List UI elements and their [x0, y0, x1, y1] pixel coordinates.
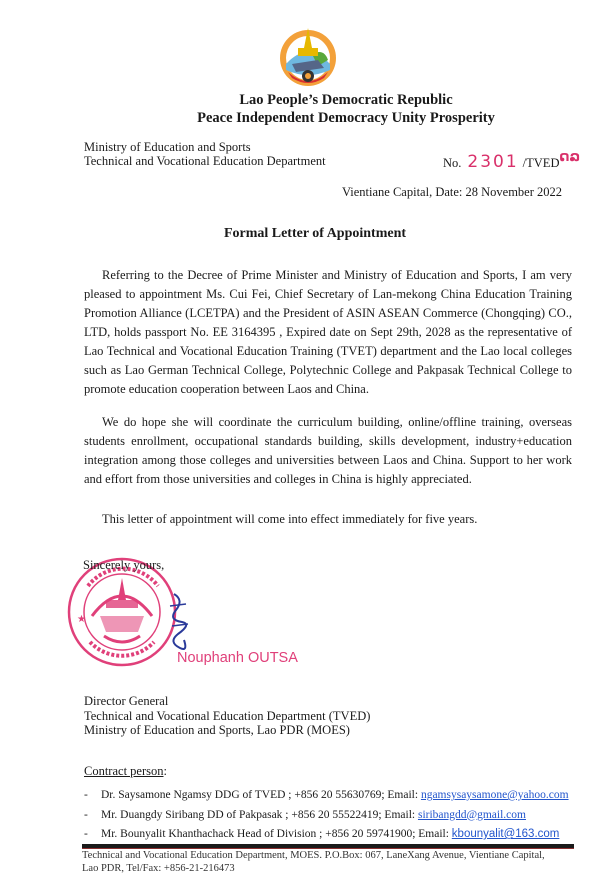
sender-department: Technical and Vocational Education Department	[84, 154, 326, 168]
bullet: -	[84, 808, 88, 821]
handwritten-signature-icon	[160, 590, 200, 654]
signer-title-line: Ministry of Education and Sports, Lao PDR (MOES)	[84, 723, 350, 737]
contact-list	[84, 786, 569, 845]
reference-prefix: No.	[443, 156, 462, 170]
email-link[interactable]: kbounyalit@163.com	[451, 828, 560, 840]
contact-label: Contract person	[84, 764, 164, 778]
handwritten-mark: ດລ	[559, 149, 581, 165]
footer-address	[82, 849, 582, 875]
footer-line: Technical and Vocational Education Department, MOES. P.O.Box: 067, LaneXang Avenue, Vientiane Capital,	[82, 850, 545, 861]
list-item	[84, 786, 569, 806]
signer-title-line: Director General	[84, 694, 169, 708]
list-item	[84, 825, 569, 845]
contact-heading	[84, 764, 167, 779]
bullet: -	[84, 828, 88, 840]
country-name: Lao People’s Democratic Republic	[239, 92, 453, 108]
contact-details: Mr. Duangdy Siribang DD of Pakpasak ; +856 20 55522419; Email:	[101, 808, 418, 821]
closing: Sincerely yours,	[83, 558, 165, 572]
signer-name: Nouphanh OUTSA	[177, 650, 298, 666]
contact-details: Dr. Saysamone Ngamsy DDG of TVED ; +856 20 55630769; Email:	[101, 789, 421, 801]
signer-title-line: Technical and Vocational Education Department (TVED)	[84, 708, 371, 723]
list-item	[84, 806, 569, 826]
reference-value: 2301	[467, 152, 519, 172]
reference-suffix: /TVED	[522, 156, 560, 170]
bullet: -	[84, 789, 88, 801]
paragraph-appointment: Referring to the Decree of Prime Minister and Ministry of Education and Sports, I am very pleased to appointment Ms. Cui Fei, Chief Secretary of Lan-mekong China Education Training Promotion Alliance (LCETPA) and the President of ASIN ASEAN Commerce (Chongqing) CO., LTD, holds passport No. EE 3164395 , Expired date on Sept 29th, 2028 as the representative of Lao Technical and Vocational Education Training (TVET) department and the Lao local colleges such as Lao German Technical College, Polytechnic College and Pakpasak Technical College to promote education cooperation between Laos and China.	[84, 268, 572, 396]
footer-line: Lao PDR, Tel/Fax: +856-21-216473	[82, 863, 235, 874]
reference-number	[443, 149, 581, 172]
sender-block	[84, 140, 326, 168]
paragraph-effective: This letter of appointment will come into effect immediately for five years.	[102, 512, 478, 526]
lao-national-emblem-icon	[272, 20, 344, 92]
sender-ministry: Ministry of Education and Sports	[84, 140, 251, 154]
contact-details: Mr. Bounyalit Khanthachack Head of Division ; +856 20 59741900; Email:	[101, 828, 452, 840]
date-line: Vientiane Capital, Date: 28 November 2022	[342, 185, 563, 199]
email-link[interactable]: siribangdd@gmail.com	[417, 808, 526, 821]
svg-text:★: ★	[77, 614, 86, 625]
contact-label-suffix: :	[163, 764, 167, 778]
email-link[interactable]: ngamsysaysamone@yahoo.com	[420, 789, 569, 801]
paragraph-responsibilities: We do hope she will coordinate the curriculum building, online/offline training, overseas students enrollment, occupational standards building, skills development, industry+education integration among those colleges and universities between Laos and China. Support to her work and effort from those universities and colleges in China is highly appreciated.	[84, 415, 572, 486]
signer-title-block	[84, 694, 370, 738]
letter-title: Formal Letter of Appointment	[223, 226, 407, 241]
national-motto: Peace Independent Democracy Unity Prosperity	[197, 110, 495, 126]
